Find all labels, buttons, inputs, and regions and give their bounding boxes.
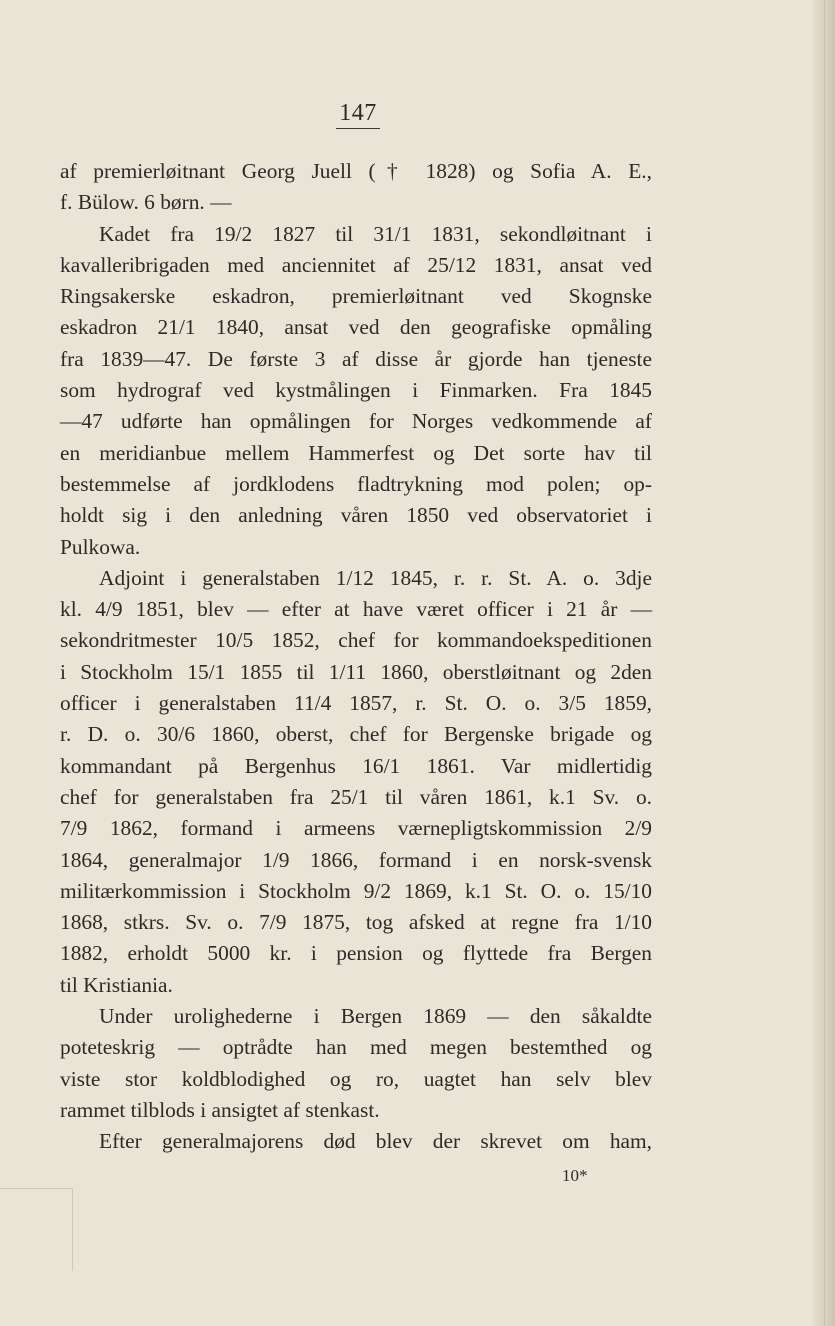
page-number: 147 — [336, 100, 380, 129]
text-line: i Stockholm 15/1 1855 til 1/11 1860, oberstløitnant og 2den — [60, 659, 652, 684]
text-line: kl. 4/9 1851, blev — efter at have været officer i 21 år — — [60, 597, 652, 622]
text-line: chef for generalstaben fra 25/1 til våren 1861, k.1 Sv. o. — [60, 784, 652, 809]
body-text — [60, 156, 652, 1158]
text-line: 7/9 1862, formand i armeens værnepligtskommission 2/9 — [60, 816, 652, 841]
text-line: af premierløitnant Georg Juell († 1828) og Sofia A. E., — [60, 159, 652, 183]
text-line: som hydrograf ved kystmålingen i Finmarken. Fra 1845 — [60, 378, 652, 403]
text-line: en meridianbue mellem Hammerfest og Det sorte hav til — [60, 440, 652, 465]
text-line: Under urolighederne i Bergen 1869 — den såkaldte — [99, 1004, 652, 1029]
text-line: fra 1839—47. De første 3 af disse år gjorde han tjeneste — [60, 346, 652, 371]
text-line: 1864, generalmajor 1/9 1866, formand i en norsk-svensk — [60, 847, 652, 872]
text-line: 1882, erholdt 5000 kr. i pension og flyttede fra Bergen — [60, 941, 652, 966]
text-line: poteteskrig — optrådte han med megen bestemthed og — [60, 1035, 652, 1060]
text-line: Efter generalmajorens død blev der skrevet om ham, — [99, 1129, 652, 1154]
text-line: r. D. o. 30/6 1860, oberst, chef for Bergenske brigade og — [60, 722, 652, 747]
text-line: 1868, stkrs. Sv. o. 7/9 1875, tog afsked at regne fra 1/10 — [60, 910, 652, 935]
text-line: eskadron 21/1 1840, ansat ved den geografiske opmåling — [60, 315, 652, 340]
text-line: Kadet fra 19/2 1827 til 31/1 1831, sekondløitnant i — [99, 221, 652, 246]
text-line: til Kristiania. — [60, 972, 173, 997]
text-line: rammet tilblods i ansigtet af stenkast. — [60, 1097, 380, 1122]
text-line: viste stor koldblodighed og ro, uagtet han selv blev — [60, 1066, 652, 1091]
text-line: —47 udførte han opmålingen for Norges vedkommende af — [60, 409, 652, 434]
printer-signature: 10* — [562, 1166, 588, 1185]
left-margin-mark — [0, 1188, 73, 1271]
text-line: sekondritmester 10/5 1852, chef for kommandoekspeditionen — [60, 628, 652, 653]
text-line: militærkommission i Stockholm 9/2 1869, k.1 St. O. o. 15/10 — [60, 878, 652, 903]
text-line: kommandant på Bergenhus 16/1 1861. Var midlertidig — [60, 753, 652, 778]
page-edge-line — [824, 0, 825, 1326]
text-line: kavalleribrigaden med anciennitet af 25/12 1831, ansat ved — [60, 252, 652, 277]
text-line: Ringsakerske eskadron, premierløitnant ved Skognske — [60, 284, 652, 309]
text-line: Adjoint i generalstaben 1/12 1845, r. r. St. A. o. 3dje — [99, 565, 652, 590]
text-line: officer i generalstaben 11/4 1857, r. St. O. o. 3/5 1859, — [60, 691, 652, 716]
text-line: holdt sig i den anledning våren 1850 ved observatoriet i — [60, 503, 652, 528]
text-line: f. Bülow. 6 børn. — — [60, 190, 232, 215]
text-line: bestemmelse af jordklodens fladtrykning mod polen; op- — [60, 471, 652, 496]
text-line: Pulkowa. — [60, 534, 141, 559]
